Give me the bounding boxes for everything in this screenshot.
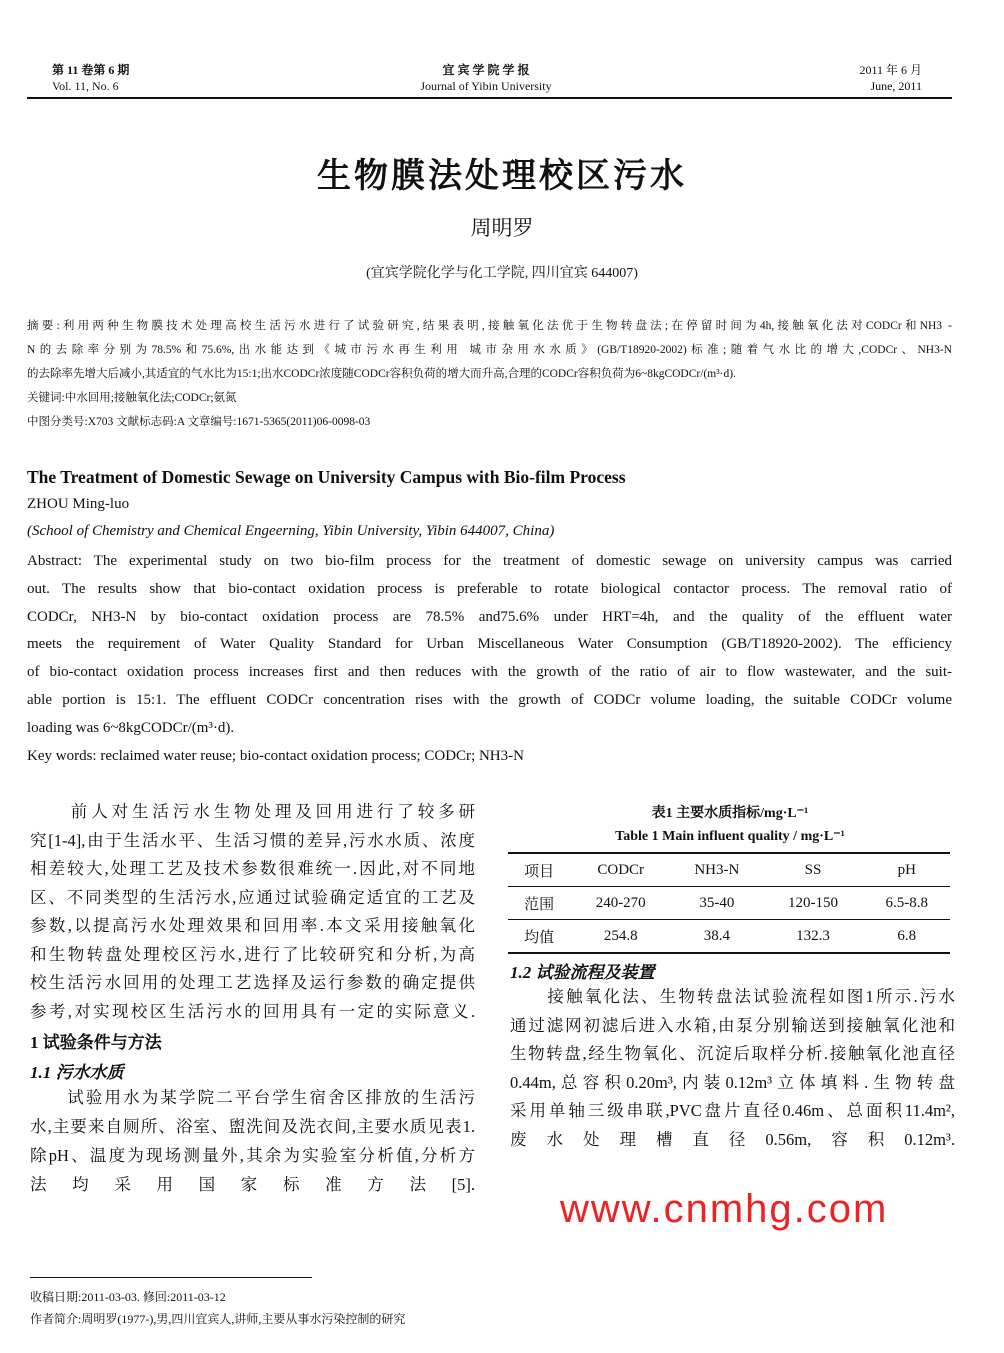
leftcol2-line: 试验用水为某学院二平台学生宿舍区排放的生活污 [30,1088,475,1107]
leftcol-line: 相差较大,处理工艺及技术参数很难统一.因此,对不同地 [30,859,475,878]
table-cell: 范围 [524,896,555,913]
section-1-heading: 1 试验条件与方法 [30,1033,162,1052]
footnote-rule [30,1277,312,1278]
rightcol-line: 0.44m,总容积0.20m³,内装0.12m³立体填料.生物转盘 [510,1072,955,1092]
table-header: pH [897,861,916,878]
leftcol2-line: 水,主要来自厕所、浴室、盥洗间及洗衣间,主要水质见表1. [30,1117,475,1136]
cnabs-line: 的去除率先增大后减小,其适宜的气水比为15:1;出水CODCr浓度随CODCr容积负荷的增大而升高,合理的CODCr容积负荷为6~8kgCODCr/(m³·d). [27,368,736,380]
table-cell: 6.8 [897,927,917,944]
rightcol-line: 通过滤网初滤后进入水箱,由泵分别输送到接触氧化池和 [510,1015,955,1035]
leftcol-line: 参考,对实现校区生活污水的回用具有一定的实际意义. [30,1001,475,1021]
leftcol2-line: 除pH、温度为现场测量外,其余为实验室分析值,分析方 [30,1146,475,1165]
english-author: ZHOU Ming-luo [27,496,130,512]
table-cell: 38.4 [703,927,730,944]
enabs-line: loading was 6~8kgCODCr/(m³·d). [27,719,235,736]
table-caption-en: Table 1 Main influent quality / mg·L⁻¹ [615,829,845,844]
author-bio: 作者简介:周明罗(1977-),男,四川宜宾人,讲师,主要从事水污染控制的研究 [30,1312,406,1326]
paper-title: 生物膜法处理校区污水 [317,158,687,195]
table-header: CODCr [597,861,645,878]
english-affiliation: (School of Chemistry and Chemical Engeerning, Yibin University, Yibin 644007, China) [27,523,555,539]
header-rule [27,97,952,99]
table-row [508,920,950,954]
influent-quality-table [508,852,950,954]
journal-cn: 宜 宾 学 院 学 报 [442,63,530,77]
volume-en: Vol. 11, No. 6 [52,79,119,93]
table-cell: 132.3 [796,927,830,944]
rightcol-line: 生物转盘,经生物氧化、沉淀后取样分析.接触氧化池直径 [510,1044,955,1063]
table-caption-cn: 表1 主要水质指标/mg·L⁻¹ [651,806,809,821]
leftcol-line: 校生活污水回用的处理工艺选择及运行参数的确定提供 [30,973,475,992]
leftcol-line: 参数,以提高污水处理效果和回用率.本文采用接触氧化 [30,916,475,935]
rightcol-line: 采用单轴三级串联,PVC盘片直径0.46m、总面积11.4m², [510,1101,955,1120]
enabs-line: able portion is 15:1. The effluent CODCr concentration rises with the growth of CODCr volume loading, the suitable CODCr volume [27,692,952,708]
cnabs-line: N的去除率分别为78.5%和75.6%,出水能达到《城市污水再生利用 城市杂用水水质》(GB/T18920-2002)标准;随着气水比的增大,CODCr、NH3-N [27,344,952,356]
cnabs-line: 摘要:利用两种生物膜技术处理高校生活污水进行了试验研究,结果表明,接触氧化法优于生物转盘法;在停留时间为4h,接触氧化法对CODCr和NH3 - [27,320,952,332]
volume-cn: 第 11 卷第 6 期 [52,63,130,77]
watermark: www.cnmhg.com [560,1187,889,1231]
received-date: 收稿日期:2011-03-03. 修回:2011-03-12 [30,1290,226,1304]
table-cell: 254.8 [603,927,638,944]
enabs-line: meets the requirement of Water Quality Standard for Urban Miscellaneous Water Consumption (GB/T18920-2002). The efficiency [27,636,952,653]
author: 周明罗 [470,216,534,240]
table-cell: 120-150 [788,894,838,911]
rightcol-line: 废水处理槽直径0.56m,容积0.12m³. [510,1129,955,1149]
enabs-line: out. The results show that bio-contact oxidation process is preferable to rotate biological contactor process. The removal ratio of [27,580,952,597]
table-cell: 均值 [524,929,555,946]
table-row [508,887,950,920]
enabs-line: of bio-contact oxidation process increases first and then reduces with the growth of the ratio of air to flow wastewater, and the suit- [27,664,952,681]
rightcol-line: 接触氧化法、生物转盘法试验流程如图1所示.污水 [510,987,955,1006]
enabs-line: CODCr, NH3-N by bio-contact oxidation process are 78.5% and75.6% under HRT=4h, and the quality of the effluent water [27,608,952,625]
enabs-line: Abstract: The experimental study on two bio-film process for the treatment of domestic sewage on university campus was carried [27,553,952,569]
section-1-2-heading: 1.2 试验流程及装置 [510,963,655,982]
cnabs-line: 中图分类号:X703 文献标志码:A 文章编号:1671-5365(2011)06-0098-03 [27,416,371,428]
leftcol-line: 区、不同类型的生活污水,应通过试验确定适宜的工艺及 [30,887,475,907]
affiliation: (宜宾学院化学与化工学院, 四川宜宾 644007) [366,266,638,281]
english-keywords: Key words: reclaimed water reuse; bio-contact oxidation process; CODCr; NH3-N [27,748,524,764]
table-header: SS [804,861,822,878]
english-title: The Treatment of Domestic Sewage on University Campus with Bio-film Process [27,467,626,487]
cnabs-line: 关键词:中水回用;接触氧化法;CODCr;氨氮 [27,392,237,404]
table-cell: 240-270 [595,894,646,911]
leftcol-line: 究[1-4],由于生活水平、生活习惯的差异,污水水质、浓度 [30,830,475,850]
table-cell: 6.5-8.8 [885,894,928,911]
section-1-1-heading: 1.1 污水水质 [30,1063,124,1082]
date-en: June, 2011 [870,79,922,93]
leftcol-line: 前人对生活污水生物处理及回用进行了较多研 [30,802,475,821]
date-cn: 2011 年 6 月 [859,63,922,77]
table-cell: 35-40 [699,894,735,911]
table-header: 项目 [524,863,555,880]
table-header: NH3-N [694,861,740,878]
leftcol-line: 和生物转盘处理校区污水,进行了比较研究和分析,为高 [30,944,475,964]
journal-en: Journal of Yibin University [420,79,552,93]
table-header-row [508,853,950,887]
leftcol2-line: 法均采用国家标准方法[5]. [30,1175,475,1194]
